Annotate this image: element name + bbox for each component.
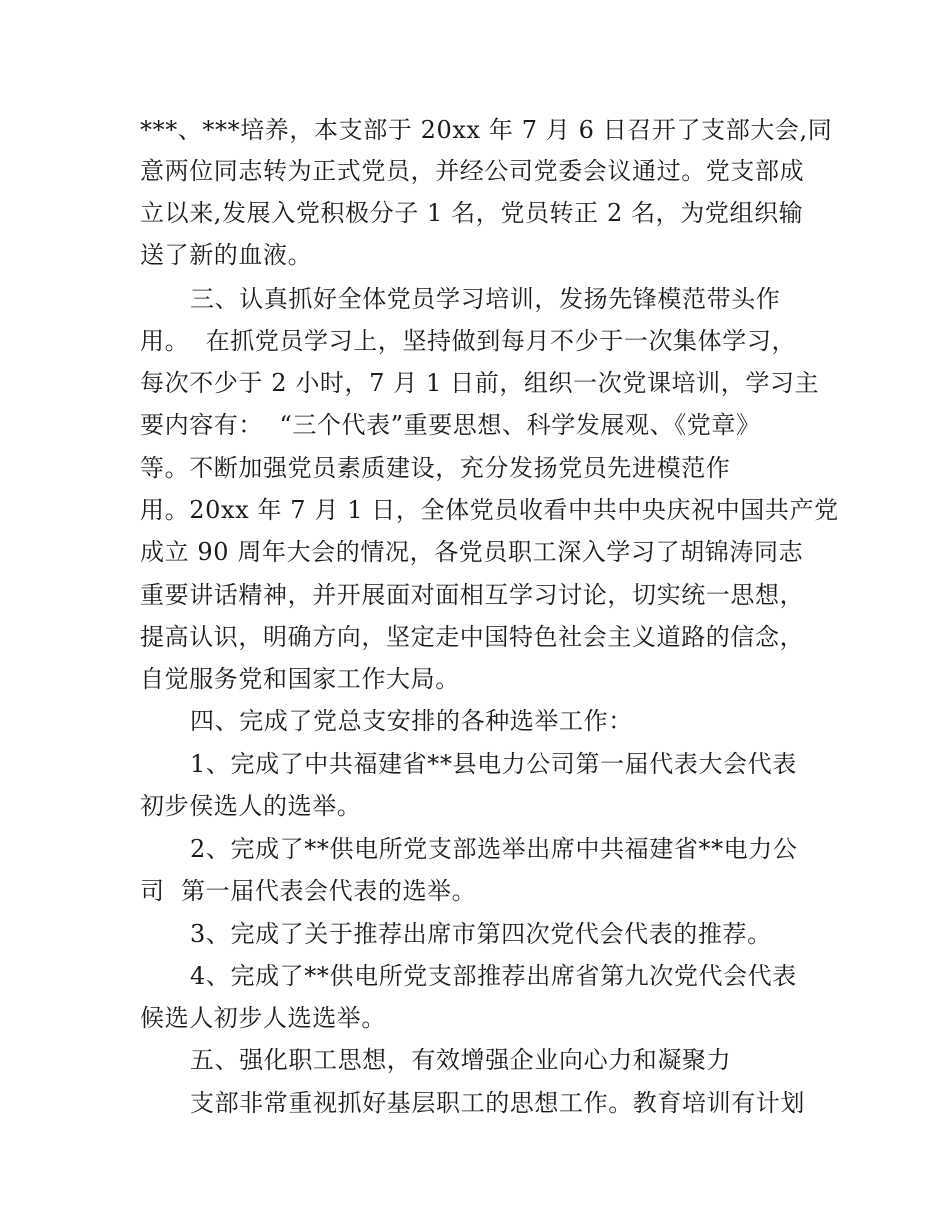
text-line: 自觉服务党和国家工作大局。: [140, 665, 460, 693]
list-item: 4、完成了**供电所党支部推荐出席省第九次党代会代表: [190, 962, 797, 990]
text-line: 支部非常重视抓好基层职工的思想工作。教育培训有计划: [190, 1089, 805, 1117]
section-heading-3: 三、认真抓好全体党员学习培训，发扬先锋模范带头作: [190, 285, 781, 313]
text-line: 送了新的血液。: [140, 241, 313, 269]
list-item: 3、完成了关于推荐出席市第四次党代会代表的推荐。: [190, 920, 772, 948]
text-line: 候选人初步人选选举。: [140, 1004, 386, 1032]
text-line: 等。不断加强党员素质建设，充分发扬党员先进模范作: [140, 454, 731, 482]
text-line: ***、***培养，本支部于 20xx 年 7 月 6 日召开了支部大会,同: [140, 116, 833, 144]
text-line: 初步侯选人的选举。: [140, 792, 362, 820]
text-line: 成立 90 周年大会的情况，各党员职工深入学习了胡锦涛同志: [140, 538, 804, 566]
text-line: 要内容有： “三个代表”重要思想、科学发展观、《党章》: [140, 411, 761, 439]
text-line: 提高认识，明确方向，坚定走中国特色社会主义道路的信念，: [140, 623, 805, 651]
text-line: 意两位同志转为正式党员，并经公司党委会议通过。党支部成: [140, 157, 805, 185]
text-line: 每次不少于 2 小时，7 月 1 日前，组织一次党课培训，学习主: [140, 369, 820, 397]
text-line: 用。 在抓党员学习上，坚持做到每月不少于一次集体学习，: [140, 327, 797, 355]
text-line: 司 第一届代表会代表的选举。: [140, 877, 477, 905]
text-line: 立以来,发展入党积极分子 1 名，党员转正 2 名，为党组织输: [140, 199, 804, 227]
list-item: 2、完成了**供电所党支部选举出席中共福建省**电力公: [190, 835, 798, 863]
list-item: 1、完成了中共福建省**县电力公司第一届代表大会代表: [190, 750, 797, 778]
text-line: 用。20xx 年 7 月 1 日，全体党员收看中共中央庆祝中国共产党: [140, 496, 839, 524]
section-heading-4: 四、完成了党总支安排的各种选举工作：: [190, 707, 633, 735]
section-heading-5: 五、强化职工思想，有效增强企业向心力和凝聚力: [190, 1046, 732, 1074]
text-line: 重要讲话精神，并开展面对面相互学习讨论，切实统一思想，: [140, 581, 805, 609]
